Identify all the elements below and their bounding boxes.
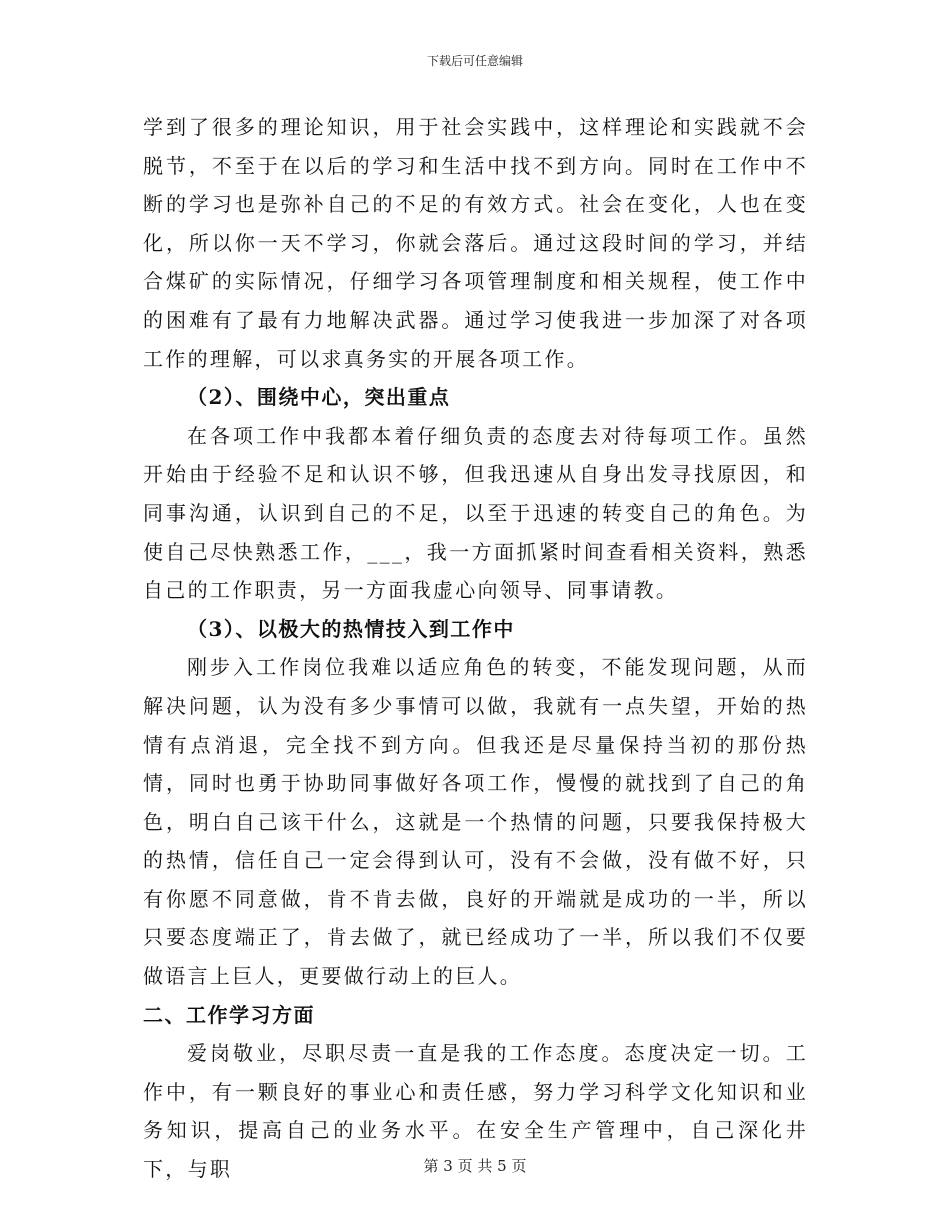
- document-body: [143, 108, 808, 1189]
- paragraph-work-attitude: 爱岗敬业，尽职尽责一直是我的工作态度。态度决定一切。工作中，有一颗良好的事业心和责任感，努力学习科学文化知识和业务知识，提高自己的业务水平。在安全生产管理中，自己深化井下，与职: [143, 1041, 808, 1182]
- page-number-footer: 第 3 页 共 5 页: [423, 1157, 527, 1175]
- section-heading-work-study: 二、工作学习方面: [143, 1002, 315, 1027]
- section-heading-3: （3）、以极大的热情技入到工作中: [187, 616, 515, 641]
- page-header: 下载后可任意编辑: [426, 54, 523, 68]
- paragraph-enthusiasm: 刚步入工作岗位我难以适应角色的转变，不能发现问题，从而解决问题，认为没有多少事情可以做，我就有一点失望，开始的热情有点消退，完全找不到方向。但我还是尽量保持当初的那份热情，同时也勇于协助同事做好各项工作，慢慢的就找到了自己的角色，明白自己该干什么，这就是一个热情的问题，只要我保持极大的热情，信任自己一定会得到认可，没有不会做，没有做不好，只有你愿不同意做，肯不肯去做，良好的开端就是成功的一半，所以只要态度端正了，肯去做了，就已经成功了一半，所以我们不仅要做语言上巨人，更要做行动上的巨人。: [143, 655, 808, 989]
- paragraph-continuation: 学到了很多的理论知识，用于社会实践中，这样理论和实践就不会脱节，不至于在以后的学习和生活中找不到方向。同时在工作中不断的学习也是弥补自己的不足的有效方式。社会在变化，人也在变化，所以你一天不学习，你就会落后。通过这段时间的学习，并结合煤矿的实际情况，仔细学习各项管理制度和相关规程，使工作中的困难有了最有力地解决武器。通过学习使我进一步加深了对各项工作的理解，可以求真务实的开展各项工作。: [143, 115, 808, 371]
- paragraph-focus: 在各项工作中我都本着仔细负责的态度去对待每项工作。虽然开始由于经验不足和认识不够，但我迅速从自身出发寻找原因，和同事沟通，认识到自己的不足，以至于迅速的转变自己的角色。为使自己尽快熟悉工作，___，我一方面抓紧时间查看相关资料，熟悉自己的工作职责，另一方面我虚心向领导、同事请教。: [143, 423, 808, 603]
- section-heading-2: （2）、围绕中心，突出重点: [187, 385, 451, 410]
